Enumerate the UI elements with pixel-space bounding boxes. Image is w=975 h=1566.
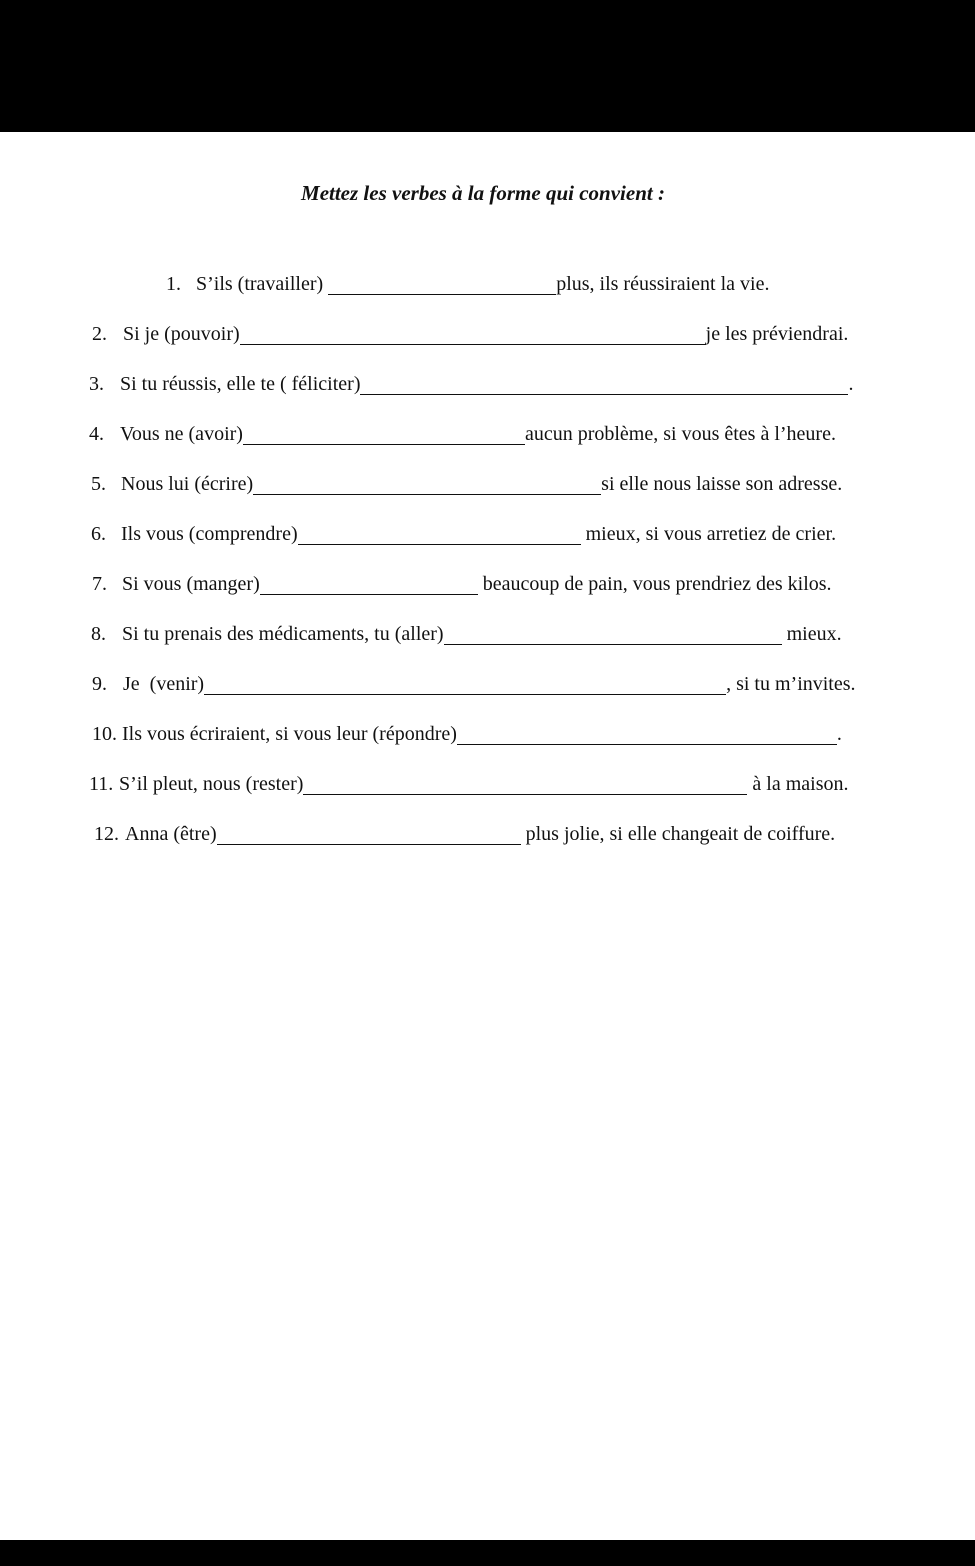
item-text-after: . [848,373,854,395]
answer-blank[interactable] [360,373,848,395]
exercise-item-3 [0,370,975,398]
item-text-after: plus jolie, si elle changeait de coiffure. [520,823,836,845]
answer-blank[interactable] [204,673,726,695]
item-text-before: Ils vous écriraient, si vous leur (répondre) [122,723,457,745]
exercise-item-2 [0,320,975,348]
item-number: 3. [89,373,104,395]
item-text-after: à la maison. [747,773,849,795]
item-number: 6. [91,523,106,545]
answer-blank[interactable] [253,473,601,495]
item-text-after: beaucoup de pain, vous prendriez des kilos. [477,573,832,595]
item-text-before: Je (venir) [123,673,205,695]
item-text-after: aucun problème, si vous êtes à l’heure. [524,423,836,445]
exercise-item-12 [0,820,975,848]
exercise-item-8 [0,620,975,648]
answer-blank[interactable] [457,723,837,745]
item-number: 9. [92,673,107,695]
top-black-bar [0,0,975,132]
answer-blank[interactable] [240,323,706,345]
answer-blank[interactable] [444,623,782,645]
exercise-item-6 [0,520,975,548]
item-text-after: plus, ils réussiraient la vie. [556,273,770,295]
item-text-before: Si je (pouvoir) [123,323,240,345]
answer-blank[interactable] [328,273,556,295]
item-number: 8. [91,623,106,645]
item-text-before: Nous lui (écrire) [121,473,254,495]
item-number: 4. [89,423,104,445]
item-text-after: je les préviendrai. [705,323,849,345]
bottom-black-bar [0,1540,975,1566]
item-text-before: Si tu réussis, elle te ( féliciter) [120,373,361,395]
exercise-item-4 [0,420,975,448]
item-text-after: . [836,723,842,745]
item-text-after: si elle nous laisse son adresse. [601,473,843,495]
item-text-before: Si tu prenais des médicaments, tu (aller) [122,623,444,645]
item-text-after: mieux. [781,623,842,645]
item-number: 10. [92,723,117,745]
answer-blank[interactable] [303,773,747,795]
exercise-item-10 [0,720,975,748]
answer-blank[interactable] [217,823,521,845]
item-text-before: Anna (être) [125,823,217,845]
item-text-before: Ils vous (comprendre) [121,523,298,545]
item-number: 7. [92,573,107,595]
item-number: 12. [94,823,119,845]
item-number: 1. [166,273,181,295]
item-number: 5. [91,473,106,495]
item-text-before: S’il pleut, nous (rester) [119,773,304,795]
item-text-after: , si tu m’invites. [726,673,856,695]
item-text-before: S’ils (travailler) [196,273,329,295]
worksheet-title: Mettez les verbes à la forme qui convient : [301,181,665,205]
exercise-item-7 [0,570,975,598]
answer-blank[interactable] [260,573,478,595]
exercise-item-1 [0,270,975,298]
item-text-before: Si vous (manger) [122,573,260,595]
item-number: 2. [92,323,107,345]
exercise-item-11 [0,770,975,798]
answer-blank[interactable] [298,523,581,545]
answer-blank[interactable] [243,423,525,445]
exercise-item-9 [0,670,975,698]
item-text-after: mieux, si vous arretiez de crier. [580,523,837,545]
item-text-before: Vous ne (avoir) [120,423,243,445]
item-number: 11. [89,773,114,795]
exercise-item-5 [0,470,975,498]
